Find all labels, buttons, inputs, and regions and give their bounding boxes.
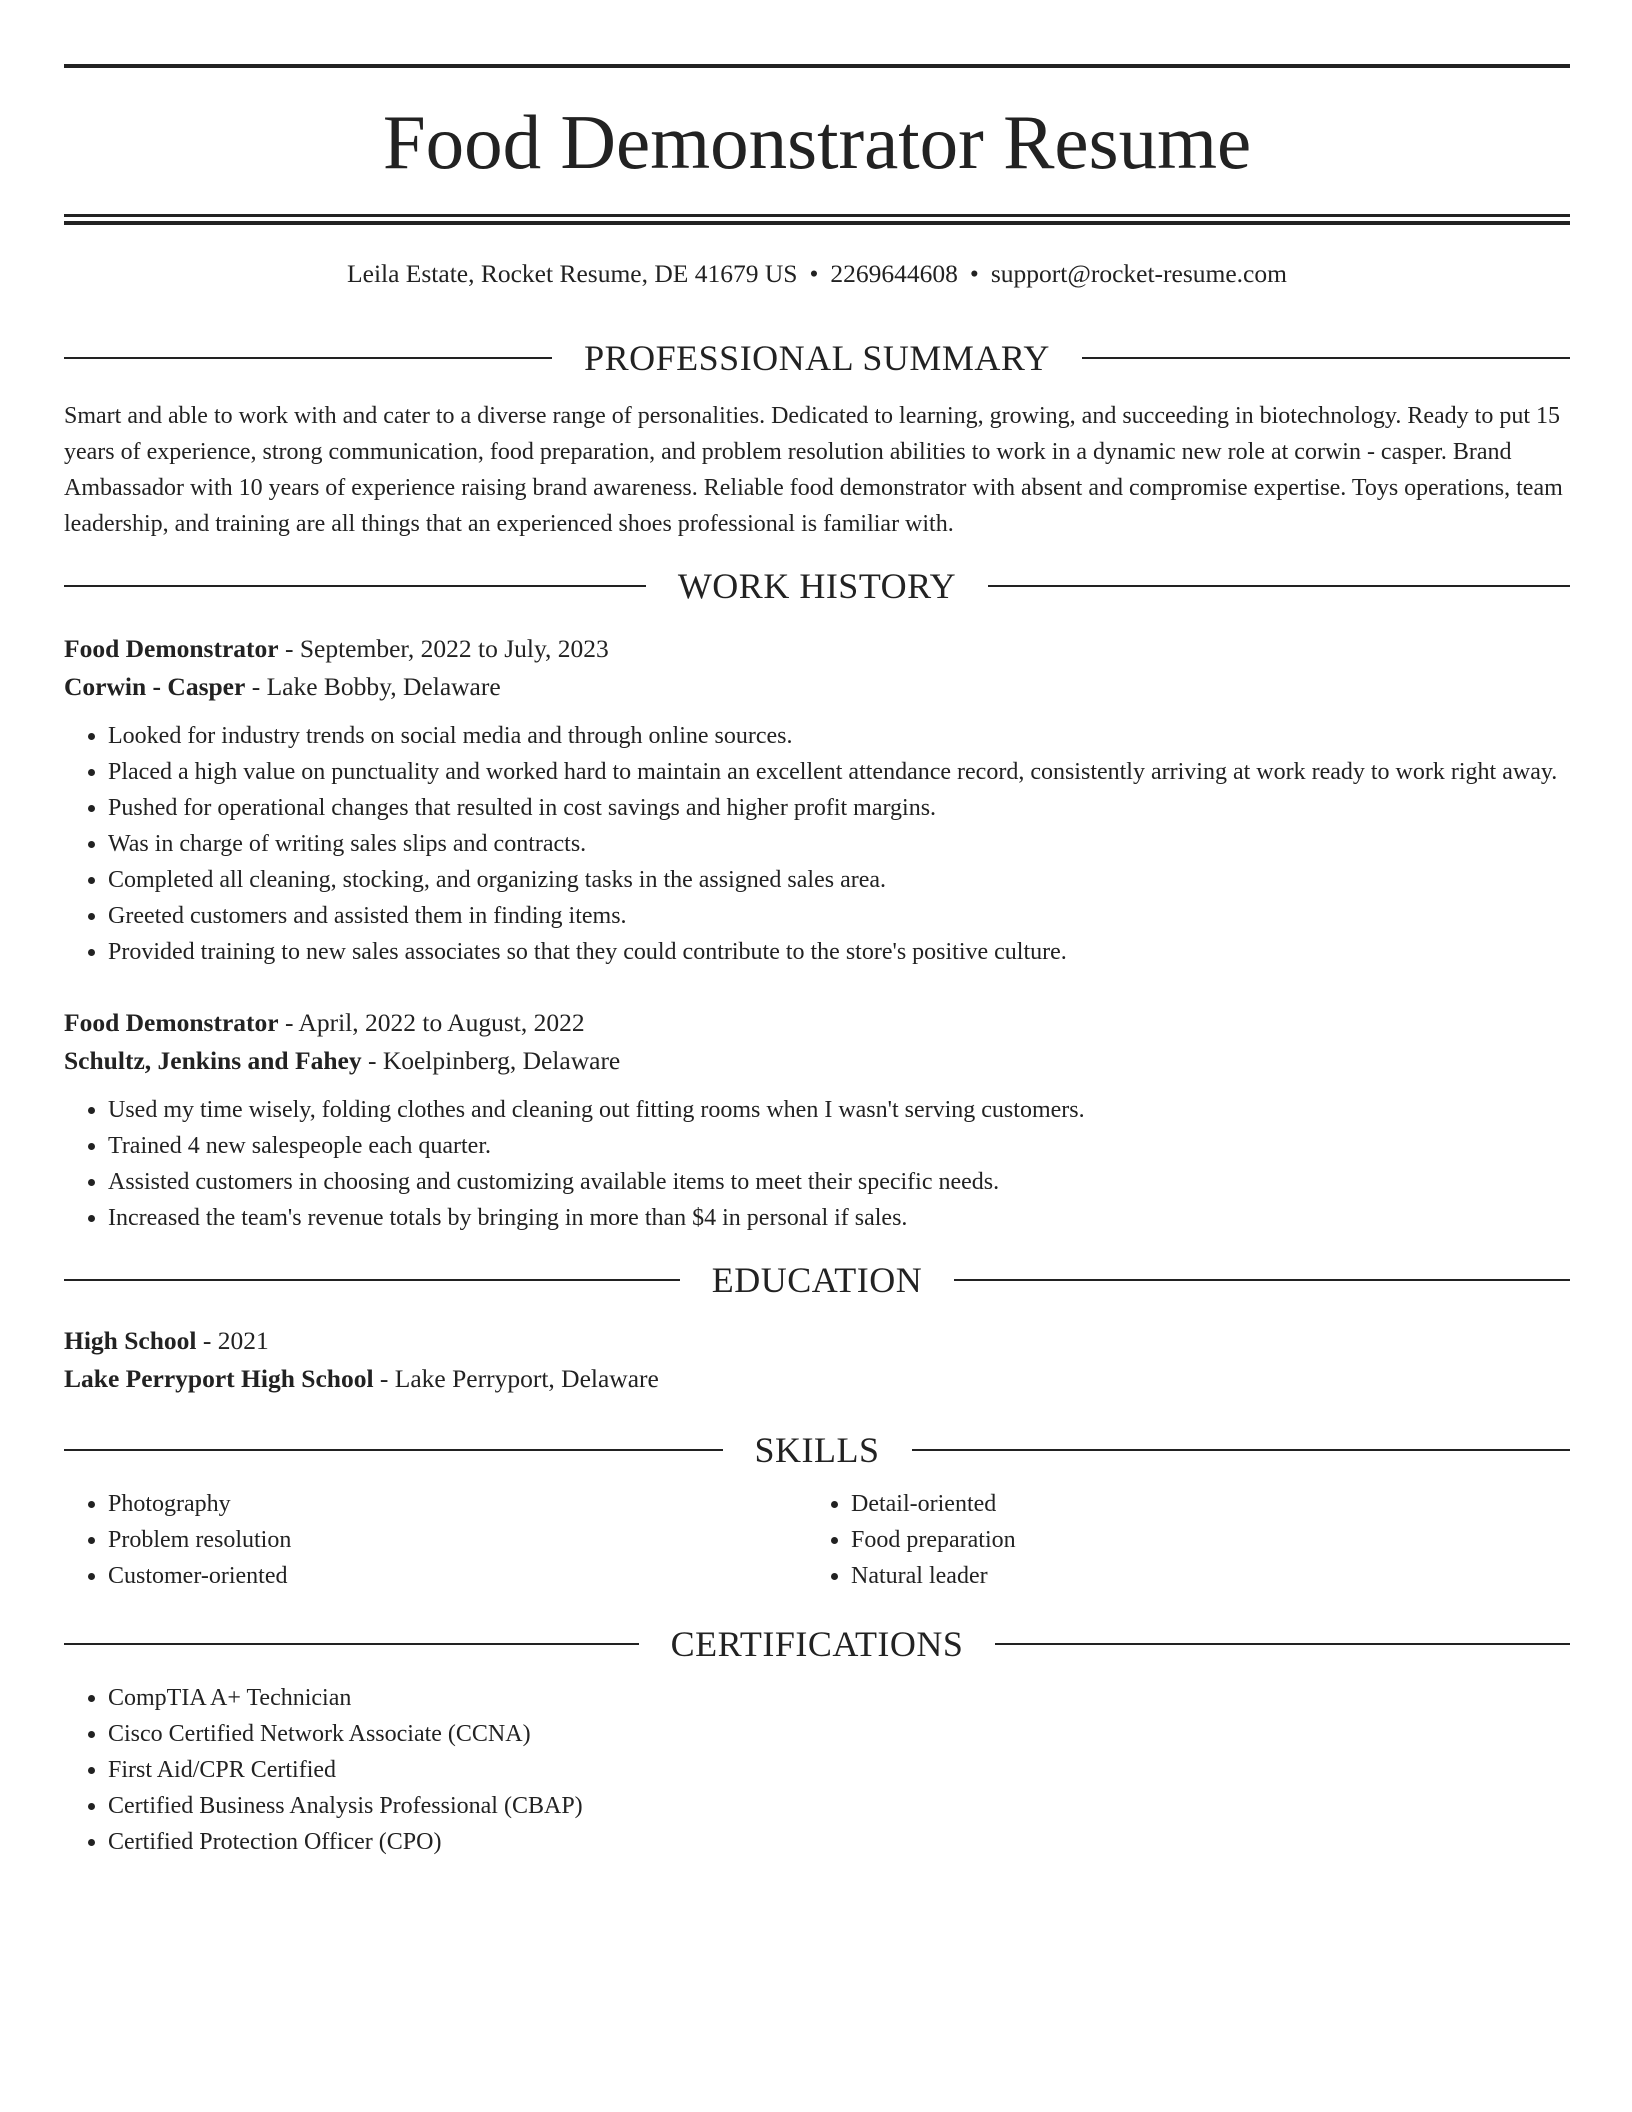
- section-header-work-history: [64, 565, 1570, 606]
- section-header-skills: [64, 1429, 1570, 1470]
- skills-grid: [64, 1486, 1570, 1594]
- contact-separator: •: [969, 259, 979, 288]
- job-title: Food Demonstrator: [64, 1007, 279, 1037]
- certification-item: • CompTIA A+ Technician: [108, 1680, 1570, 1716]
- certification-item: • Certified Business Analysis Professional (CBAP): [108, 1788, 1570, 1824]
- contact-separator: •: [809, 259, 819, 288]
- skill-item: • Food preparation: [851, 1522, 1550, 1558]
- job-company-line: [64, 668, 1570, 706]
- list-item: • Used my time wisely, folding clothes and cleaning out fitting rooms when I wasn't serving customers.: [108, 1092, 1570, 1128]
- education-degree: High School: [64, 1325, 197, 1355]
- title-double-rule: [64, 214, 1570, 225]
- section-rule-right: [1082, 357, 1570, 359]
- skill-item: • Photography: [108, 1486, 807, 1522]
- job-dates: - April, 2022 to August, 2022: [278, 1007, 585, 1037]
- skills-column-left: [64, 1486, 807, 1594]
- education-location: - Lake Perryport, Delaware: [373, 1363, 659, 1393]
- job-company-line: [64, 1042, 1570, 1080]
- contact-phone: 2269644608: [830, 259, 958, 288]
- contact-line: [64, 259, 1570, 290]
- job-title-line: [64, 1004, 1570, 1042]
- contact-email: support@rocket-resume.com: [990, 259, 1287, 288]
- certification-item: • Cisco Certified Network Associate (CCNA): [108, 1716, 1570, 1752]
- section-rule-right: [954, 1279, 1570, 1281]
- education-degree-line: [64, 1322, 1570, 1360]
- resume-title: Food Demonstrator Resume: [382, 99, 1252, 185]
- job-bullets: [64, 1092, 1570, 1236]
- education-year: - 2021: [196, 1325, 269, 1355]
- section-rule-left: [64, 585, 646, 587]
- resume-page: [64, 64, 1570, 1860]
- certifications-list: [64, 1680, 1570, 1860]
- list-item: • Looked for industry trends on social media and through online sources.: [108, 718, 1570, 754]
- section-rule-right: [995, 1643, 1570, 1645]
- section-title-summary: PROFESSIONAL SUMMARY: [584, 337, 1050, 378]
- section-rule-left: [64, 1279, 680, 1281]
- job-location: - Koelpinberg, Delaware: [361, 1045, 621, 1075]
- skills-column-right: [807, 1486, 1550, 1594]
- certification-item: • Certified Protection Officer (CPO): [108, 1824, 1570, 1860]
- list-item: • Completed all cleaning, stocking, and organizing tasks in the assigned sales area.: [108, 862, 1570, 898]
- job-dates: - September, 2022 to July, 2023: [278, 633, 609, 663]
- job-bullets: [64, 718, 1570, 970]
- list-item: • Pushed for operational changes that resulted in cost savings and higher profit margins.: [108, 790, 1570, 826]
- top-rule: [64, 64, 1570, 68]
- section-rule-left: [64, 1643, 639, 1645]
- list-item: • Was in charge of writing sales slips and contracts.: [108, 826, 1570, 862]
- job-location: - Lake Bobby, Delaware: [245, 671, 501, 701]
- section-rule-right: [988, 585, 1570, 587]
- list-item: • Placed a high value on punctuality and worked hard to maintain an excellent attendance record, consistently arriving at work ready to work right away.: [108, 754, 1570, 790]
- section-header-education: [64, 1259, 1570, 1300]
- education-school-line: [64, 1360, 1570, 1398]
- section-title-education: EDUCATION: [711, 1259, 923, 1300]
- job-company: Corwin - Casper: [64, 671, 246, 701]
- section-header-certifications: [64, 1623, 1570, 1664]
- section-title-skills: SKILLS: [754, 1429, 880, 1470]
- contact-address: Leila Estate, Rocket Resume, DE 41679 US: [347, 259, 798, 288]
- section-rule-left: [64, 357, 552, 359]
- section-rule-left: [64, 1449, 723, 1451]
- section-title-certifications: CERTIFICATIONS: [670, 1623, 964, 1664]
- list-item: • Greeted customers and assisted them in finding items.: [108, 898, 1570, 934]
- skill-item: • Detail-oriented: [851, 1486, 1550, 1522]
- job-title: Food Demonstrator: [64, 633, 279, 663]
- job-title-line: [64, 630, 1570, 668]
- skill-item: • Problem resolution: [108, 1522, 807, 1558]
- list-item: • Provided training to new sales associates so that they could contribute to the store's positive culture.: [108, 934, 1570, 970]
- section-header-summary: [64, 337, 1570, 378]
- section-title-work-history: WORK HISTORY: [677, 565, 957, 606]
- list-item: • Assisted customers in choosing and customizing available items to meet their specific needs.: [108, 1164, 1570, 1200]
- summary-paragraph: Smart and able to work with and cater to a diverse range of personalities. Dedicated to learning, growing, and succeeding in biotechnology. Ready to put 15 years of experience, strong communication, food preparation, and problem resolution abilities to work in a dynamic new role at corwin - casper. Brand Ambassador with 10 years of experience raising brand awareness. Reliable food demonstrator with absent and compromise expertise. Toys operations, team leadership, and training are all things that an experienced shoes professional is familiar with.: [64, 402, 1563, 537]
- list-item: • Trained 4 new salespeople each quarter.: [108, 1128, 1570, 1164]
- skill-item: • Customer-oriented: [108, 1558, 807, 1594]
- skill-item: • Natural leader: [851, 1558, 1550, 1594]
- list-item: • Increased the team's revenue totals by bringing in more than $4 in personal if sales.: [108, 1200, 1570, 1236]
- certification-item: • First Aid/CPR Certified: [108, 1752, 1570, 1788]
- education-school: Lake Perryport High School: [64, 1363, 374, 1393]
- job-company: Schultz, Jenkins and Fahey: [64, 1045, 362, 1075]
- section-rule-right: [912, 1449, 1571, 1451]
